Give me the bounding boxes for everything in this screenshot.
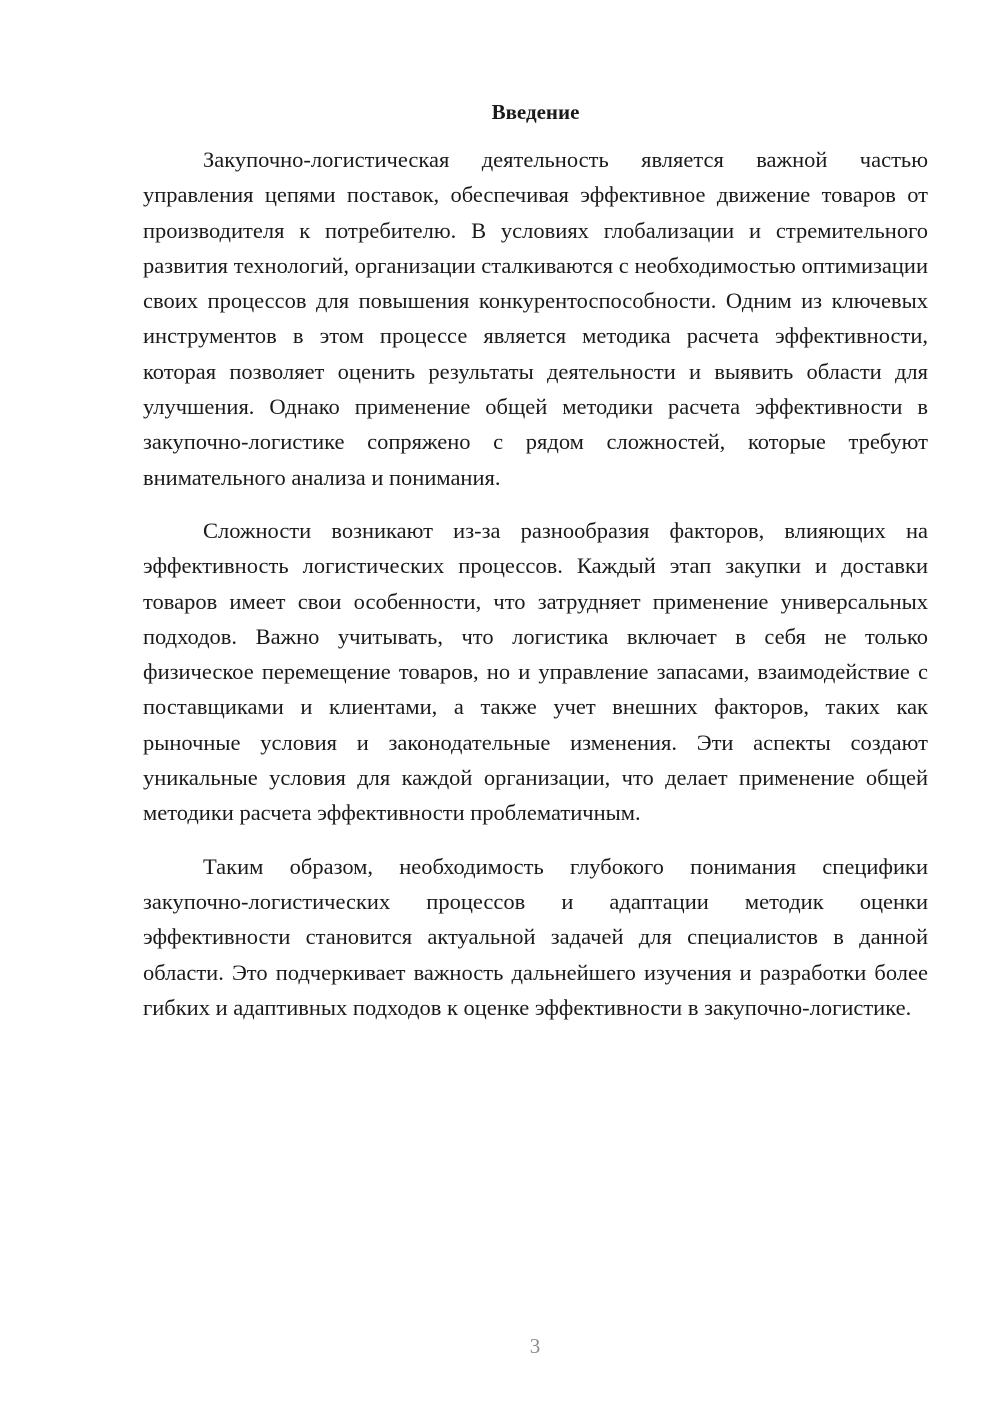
paragraph-1: Закупочно-логистическая деятельность является важной частью управления цепями поставок, обеспечивая эффективное движение товаров от производителя к потребителю. В условиях глобализации и стремительного развития технологий, организации сталкиваются с необходимостью оптимизации своих процессов для повышения конкурентоспособности. Одним из ключевых инструментов в этом процессе является методика расчета эффективности, которая позволяет оценить результаты деятельности и выявить области для улучшения. Однако применение общей методики расчета эффективности в закупочно-логистике сопряжено с рядом сложностей, которые требуют внимательного анализа и понимания.	[143, 147, 928, 490]
section-heading: Введение	[491, 100, 580, 124]
paragraph-3: Таким образом, необходимость глубокого понимания специфики закупочно-логистических процессов и адаптации методик оценки эффективности становится актуальной задачей для специалистов в данной области. Это подчеркивает важность дальнейшего изучения и разработки более гибких и адаптивных подходов к оценке эффективности в закупочно-логистике.	[143, 853, 928, 1020]
page-number: 3	[529, 1334, 541, 1358]
paragraph-2: Сложности возникают из-за разнообразия факторов, влияющих на эффективность логистических процессов. Каждый этап закупки и доставки товаров имеет свои особенности, что затрудняет применение универсальных подходов. Важно учитывать, что логистика включает в себя не только физическое перемещение товаров, но и управление запасами, взаимодействие с поставщиками и клиентами, а также учет внешних факторов, таких как рыночные условия и законодательные изменения. Эти аспекты создают уникальные условия для каждой организации, что делает применение общей методики расчета эффективности проблематичным.	[143, 517, 928, 826]
body-text	[143, 142, 928, 1043]
